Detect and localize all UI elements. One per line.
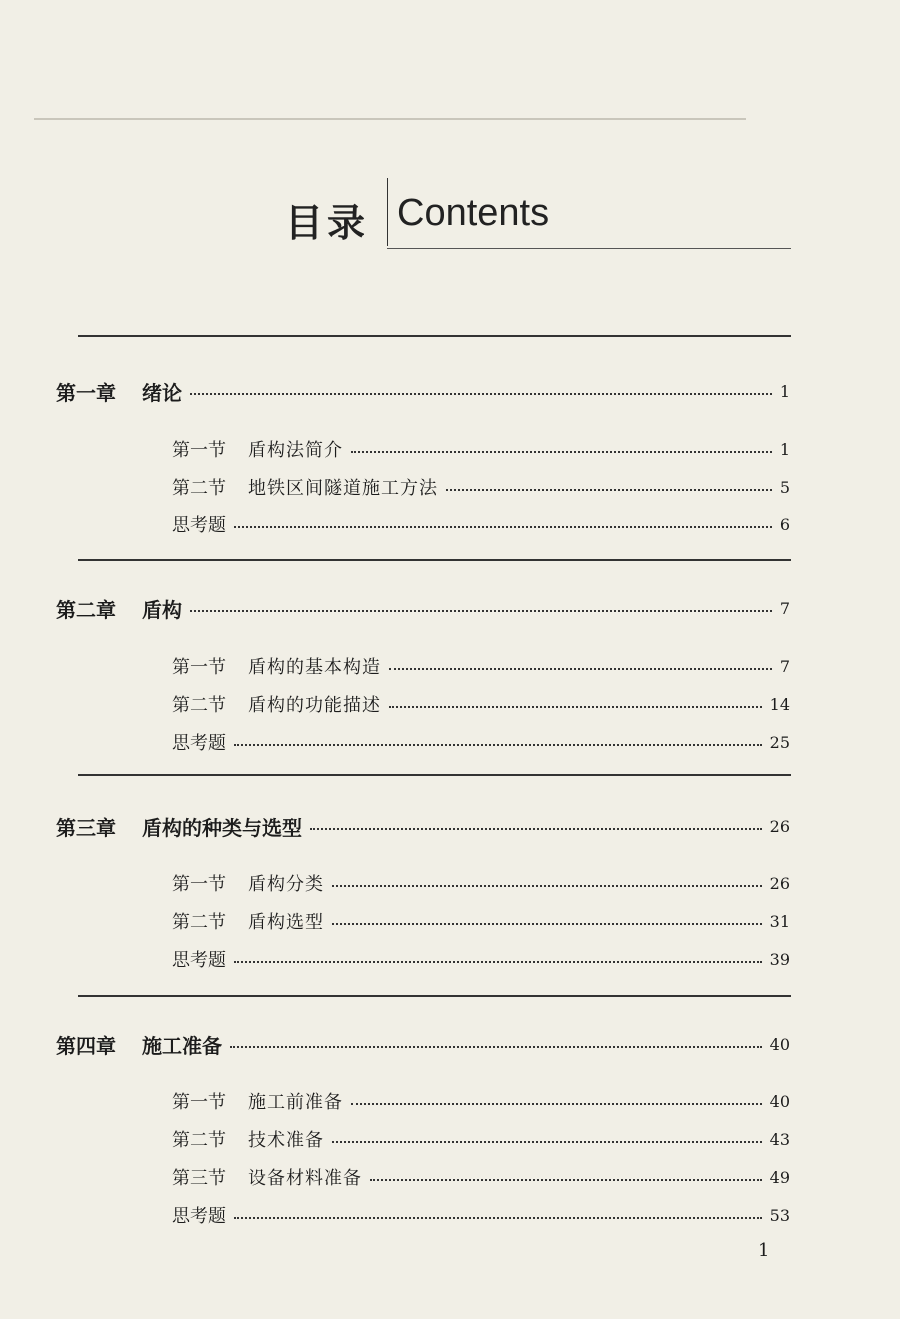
section-label: 第三节 xyxy=(172,1168,226,1189)
section-title: 盾构的功能描述 xyxy=(248,695,381,716)
chapter-label: 第三章 xyxy=(56,815,116,840)
section-label: 第二节 xyxy=(172,695,226,716)
chapter-rule xyxy=(78,335,791,337)
page-number: 53 xyxy=(769,1205,790,1225)
dot-leader xyxy=(332,923,762,925)
section-title: 盾构法简介 xyxy=(248,440,343,461)
section-title: 设备材料准备 xyxy=(248,1168,362,1189)
page-number: 39 xyxy=(769,949,790,969)
chapter-title: 盾构的种类与选型 xyxy=(142,815,302,840)
section-label: 第二节 xyxy=(172,478,226,499)
section-title: 盾构分类 xyxy=(248,874,324,895)
dot-leader xyxy=(234,526,772,528)
toc-entry-section[interactable] xyxy=(172,1162,790,1192)
dot-leader xyxy=(234,744,762,746)
section-label: 第一节 xyxy=(172,440,226,461)
section-title: 盾构的基本构造 xyxy=(248,657,381,678)
dot-leader xyxy=(446,489,772,491)
dot-leader xyxy=(351,451,772,453)
toc-entry-section[interactable] xyxy=(172,1086,790,1116)
page-number: 1 xyxy=(779,439,790,459)
page-number: 5 xyxy=(779,477,790,497)
toc-title-cn: 目录 xyxy=(285,200,370,245)
toc-entry-section[interactable] xyxy=(172,1124,790,1154)
section-title: 施工前准备 xyxy=(248,1092,343,1113)
chapter-title: 绪论 xyxy=(142,380,182,405)
dot-leader xyxy=(351,1103,762,1105)
dot-leader xyxy=(310,828,762,830)
page-number: 49 xyxy=(769,1167,790,1187)
toc-entry-exercises[interactable] xyxy=(172,944,790,974)
page-number: 31 xyxy=(769,911,790,931)
page-folio: 1 xyxy=(758,1240,770,1261)
toc-entry-exercises[interactable] xyxy=(172,1200,790,1230)
toc-entry-chapter-3[interactable] xyxy=(56,811,790,841)
chapter-label: 第四章 xyxy=(56,1033,116,1058)
toc-entry-section[interactable] xyxy=(172,651,790,681)
page-number: 40 xyxy=(769,1091,790,1111)
page-number: 26 xyxy=(769,873,790,893)
toc-entry-section[interactable] xyxy=(172,472,790,502)
toc-entry-section[interactable] xyxy=(172,434,790,464)
toc-entry-exercises[interactable] xyxy=(172,727,790,757)
chapter-label: 第二章 xyxy=(56,597,116,622)
section-title: 盾构选型 xyxy=(248,912,324,933)
section-label: 第一节 xyxy=(172,657,226,678)
section-label: 第一节 xyxy=(172,1092,226,1113)
dot-leader xyxy=(190,610,772,612)
page-number: 14 xyxy=(769,694,790,714)
page-number: 7 xyxy=(779,656,790,676)
chapter-rule xyxy=(78,559,791,561)
header-rule xyxy=(34,118,746,120)
chapter-label: 第一章 xyxy=(56,380,116,405)
page-number: 1 xyxy=(779,381,790,401)
toc-entry-section[interactable] xyxy=(172,868,790,898)
section-title: 技术准备 xyxy=(248,1130,324,1151)
dot-leader xyxy=(230,1046,762,1048)
dot-leader xyxy=(234,1217,762,1219)
dot-leader xyxy=(370,1179,762,1181)
page-number: 40 xyxy=(769,1034,790,1054)
toc-entry-chapter-4[interactable] xyxy=(56,1029,790,1059)
dot-leader xyxy=(190,393,772,395)
section-label: 思考题 xyxy=(172,1206,226,1227)
toc-entry-chapter-2[interactable] xyxy=(56,593,790,623)
page-number: 43 xyxy=(769,1129,790,1149)
toc-entry-exercises[interactable] xyxy=(172,509,790,539)
section-label: 思考题 xyxy=(172,515,226,536)
dot-leader xyxy=(332,885,762,887)
chapter-rule xyxy=(78,774,791,776)
toc-entry-chapter-1[interactable] xyxy=(56,376,790,406)
title-divider xyxy=(387,178,388,246)
dot-leader xyxy=(234,961,762,963)
toc-entry-section[interactable] xyxy=(172,906,790,936)
page-number: 26 xyxy=(769,816,790,836)
section-label: 第一节 xyxy=(172,874,226,895)
chapter-title: 盾构 xyxy=(142,597,182,622)
chapter-title: 施工准备 xyxy=(142,1033,222,1058)
dot-leader xyxy=(389,706,762,708)
title-underline xyxy=(387,248,791,249)
page-number: 7 xyxy=(779,598,790,618)
page-number: 25 xyxy=(769,732,790,752)
toc-entry-section[interactable] xyxy=(172,689,790,719)
chapter-rule xyxy=(78,995,791,997)
page-number: 6 xyxy=(779,514,790,534)
section-title: 地铁区间隧道施工方法 xyxy=(248,478,438,499)
dot-leader xyxy=(389,668,772,670)
section-label: 第二节 xyxy=(172,912,226,933)
dot-leader xyxy=(332,1141,762,1143)
section-label: 思考题 xyxy=(172,950,226,971)
toc-title-en: Contents xyxy=(397,192,550,234)
section-label: 思考题 xyxy=(172,733,226,754)
section-label: 第二节 xyxy=(172,1130,226,1151)
